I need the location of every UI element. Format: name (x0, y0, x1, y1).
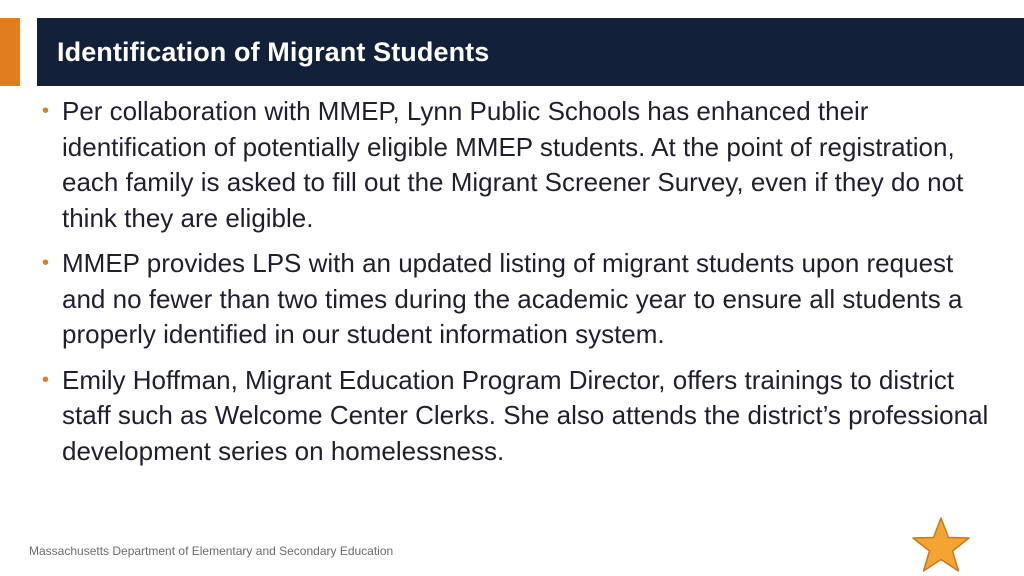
title-bar (37, 18, 1024, 86)
bullet-text: Per collaboration with MMEP, Lynn Public Schools has enhanced their identification of potentially eligible MMEP students. At the point of registration, each family is asked to fill out the Migrant Screener Survey, even if they do not think they are eligible. (62, 96, 964, 233)
bullet-dot-icon: • (42, 100, 50, 122)
bullet-item (40, 246, 1000, 353)
footer-organization: Massachusetts Department of Elementary and Secondary Education (29, 544, 394, 558)
title-accent-bar (0, 18, 20, 86)
bullet-dot-icon: • (42, 252, 50, 274)
bullet-text: Emily Hoffman, Migrant Education Program Director, offers trainings to district staff such as Welcome Center Clerks. She also attends the district’s professional development series on homelessness. (62, 364, 989, 466)
slide-title: Identification of Migrant Students (57, 36, 490, 67)
bullet-list (40, 94, 1000, 479)
bullet-item (40, 94, 1000, 236)
bullet-text: MMEP provides LPS with an updated listing of migrant students upon request and no fewer than two times during the academic year to ensure all students a properly identified in our student information system. (62, 248, 963, 349)
star-icon (910, 516, 972, 574)
bullet-item (40, 363, 1000, 470)
bullet-dot-icon: • (42, 368, 50, 391)
